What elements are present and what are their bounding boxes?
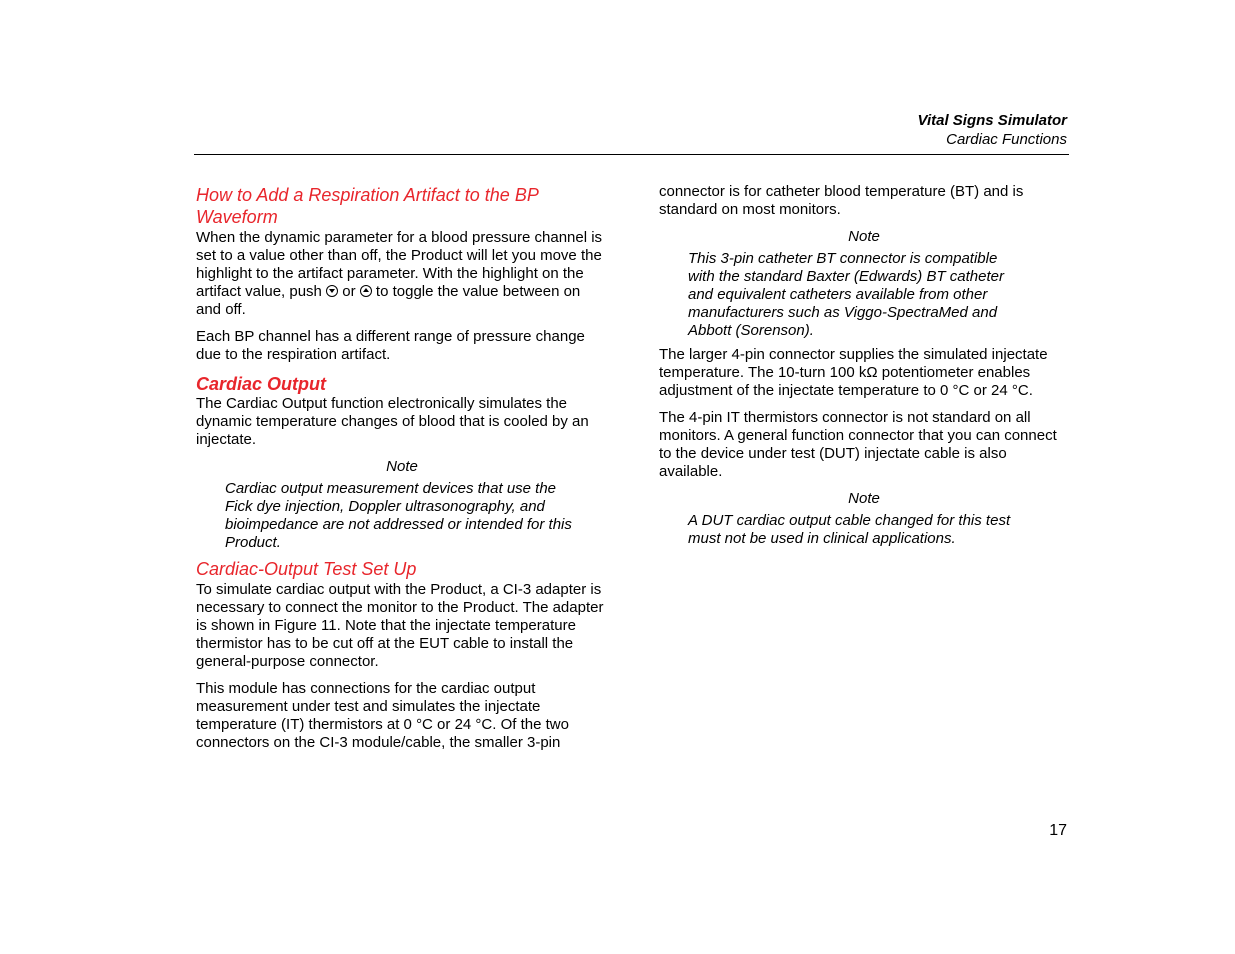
page-number: 17 (1049, 822, 1067, 839)
paragraph-artifact-toggle (196, 229, 608, 319)
paragraph-ci3-adapter: To simulate cardiac output with the Product, a CI-3 adapter is necessary to connect the monitor to the Product. The adapter is shown in Figure 11. Note that the injectate temperature thermistor has to be cut off at the EUT cable to install the general-purpose connector. (196, 581, 604, 670)
up-arrow-button-icon (360, 285, 372, 297)
paragraph-module-connections: This module has connections for the cardiac output measurement under test and simulates the injectate temperature (IT) thermistors at 0 °C or 24 °C. Of the two connectors on the CI-3 module/cable, the smaller 3-pin (196, 680, 569, 751)
header-title: Vital Signs Simulator (917, 112, 1067, 129)
header-subtitle: Cardiac Functions (946, 131, 1067, 148)
note-label: Note (386, 458, 418, 475)
down-arrow-button-icon (326, 285, 338, 297)
note-body: Cardiac output measurement devices that use the Fick dye injection, Doppler ultrasonography, and bioimpedance are not addressed or intended for this Product. (225, 480, 572, 551)
heading-test-setup: Cardiac-Output Test Set Up (196, 559, 417, 579)
paragraph-bp-channel: Each BP channel has a different range of pressure change due to the respiration artifact. (196, 328, 585, 363)
paragraph-bt-connector: connector is for catheter blood temperature (BT) and is standard on most monitors. (659, 183, 1024, 218)
paragraph-text: to toggle the value between on and off. (196, 283, 581, 318)
paragraph-text: or (338, 283, 360, 300)
paragraph-cardiac-output-intro: The Cardiac Output function electronically simulates the dynamic temperature changes of blood that is cooled by an injectate. (196, 395, 589, 448)
running-header (918, 111, 1067, 149)
header-divider (194, 154, 1069, 155)
note-label: Note (848, 490, 880, 507)
note-body: A DUT cardiac output cable changed for this test must not be used in clinical applications. (688, 512, 1011, 547)
heading-respiration-artifact: How to Add a Respiration Artifact to the BP Waveform (196, 185, 539, 227)
note-body: This 3-pin catheter BT connector is compatible with the standard Baxter (Edwards) BT catheter and equivalent catheters available from other manufacturers such as Viggo-SpectraMed and Abbott (Sorenson). (688, 250, 1004, 339)
paragraph-4pin-connector: The larger 4-pin connector supplies the simulated injectate temperature. The 10-turn 100 kΩ potentiometer enables adjustment of the injectate temperature to 0 °C or 24 °C. (659, 346, 1048, 399)
paragraph-it-thermistors: The 4-pin IT thermistors connector is not standard on all monitors. A general function connector that you can connect to the device under test (DUT) injectate cable is also available. (659, 409, 1057, 480)
right-column (659, 183, 1069, 554)
heading-cardiac-output: Cardiac Output (196, 374, 327, 394)
left-column (196, 184, 608, 761)
note-label: Note (848, 228, 880, 245)
paragraph-text: When the dynamic parameter for a blood pressure channel is set to a value other than off, the Product will let you move the highlight to the artifact parameter. With the highlight on the artifact value, push (196, 229, 603, 300)
